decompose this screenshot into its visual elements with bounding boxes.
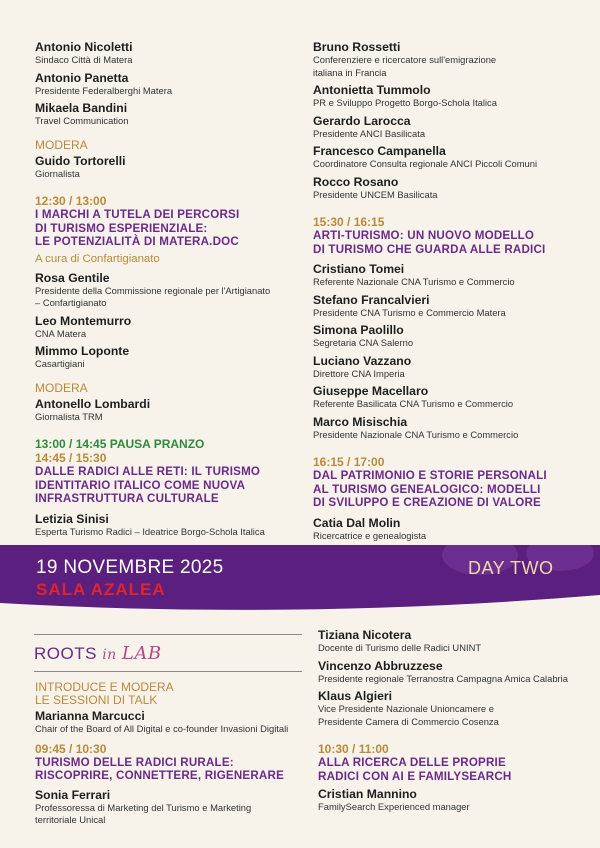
session-title (35, 208, 300, 249)
speaker-role: – Confartigianato (35, 297, 107, 308)
speaker-role: Direttore CNA Imperia (313, 367, 405, 379)
session-title-line: DI TURISMO ESPERIENZIALE: (35, 221, 208, 235)
speaker-role: CNA Matera (35, 327, 87, 339)
speaker-role: Vice Presidente Nazionale Unioncamere e (318, 703, 494, 714)
speaker (35, 512, 300, 539)
speaker-role: Coordinatore Consulta regionale ANCI Piccoli Comuni (313, 158, 538, 169)
speaker-name: Cristiano Tomei (313, 262, 405, 276)
session-title (35, 756, 303, 783)
speaker (313, 40, 578, 79)
session-organizer: A cura di Confartigianato (35, 252, 160, 265)
session-title (313, 469, 578, 510)
divider (34, 634, 302, 635)
session-time: 16:15 / 17:00 (313, 455, 385, 469)
session-title-line: IDENTITARIO ITALICO COME NUOVA (35, 478, 246, 492)
speaker-role: Giornalista (35, 167, 80, 179)
session-title-line: I MARCHI A TUTELA DEI PERCORSI (35, 208, 240, 221)
speaker-role: Docente di Turismo delle Radici UNINT (318, 642, 482, 653)
speaker-role: Referente Nazionale CNA Turismo e Commercio (313, 276, 515, 287)
speaker-role: Casartigiani (35, 358, 85, 369)
session-time: 15:30 / 16:15 (313, 215, 385, 229)
lunch-break: 13:00 / 14:45 PAUSA PRANZO (35, 437, 205, 451)
speaker (313, 354, 578, 381)
logo-roots: ROOTS (34, 644, 97, 663)
session-title-line: ALLA RICERCA DELLE PROPRIE (318, 756, 506, 769)
speaker-role: Conferenziere e ricercatore sull'emigrazione (313, 54, 497, 65)
speaker (313, 114, 578, 141)
speaker-name: Tiziana Nicotera (318, 628, 412, 642)
speaker (313, 516, 578, 543)
speaker-name: Klaus Algieri (318, 689, 393, 703)
speaker-role: Presidente regionale Terranostra Campagna Amica Calabria (318, 672, 568, 684)
speaker-role: Referente Basilicata CNA Turismo e Commercio (313, 398, 514, 409)
speaker-role: territoriale Unical (35, 814, 106, 825)
speaker (318, 787, 588, 814)
modera-label: MODERA (35, 137, 88, 152)
speaker (318, 689, 588, 728)
speaker-name: Antonello Lombardi (35, 396, 151, 411)
session-title-line: INFRASTRUTTURA CULTURALE (35, 492, 219, 505)
speaker (35, 788, 303, 827)
right-top-column (313, 40, 578, 546)
speaker (313, 262, 578, 289)
speaker (35, 40, 300, 67)
speaker-name: Sonia Ferrari (35, 787, 111, 802)
speaker (313, 175, 578, 202)
speaker-role: PR e Sviluppo Progetto Borgo-Schola Italica (313, 97, 497, 108)
speaker-name: Bruno Rossetti (313, 40, 401, 54)
speaker-name: Antonietta Tummolo (313, 83, 431, 97)
speaker-name: Mimmo Loponte (35, 344, 130, 358)
divider (34, 671, 302, 672)
speaker-role: Presidente Nazionale CNA Turismo e Commercio (313, 428, 519, 440)
roots-in-lab-logo (34, 643, 162, 664)
speaker-name: Vincenzo Abbruzzese (318, 658, 443, 673)
speaker-role: FamilySearch Experienced manager (318, 801, 470, 812)
speaker-name: Antonio Panetta (35, 70, 129, 85)
speaker-name: Antonio Nicoletti (35, 40, 133, 54)
logo-in: in (102, 647, 117, 663)
speaker-name: Mikaela Bandini (35, 101, 128, 115)
session-title-line: TURISMO DELLE RADICI RURALE: (35, 755, 234, 769)
session-title-line: ARTI-TURISMO: UN NUOVO MODELLO (313, 229, 535, 242)
speaker-name: Simona Paolillo (313, 323, 404, 337)
speaker (313, 83, 578, 110)
speaker-role: Esperta Turismo Radici – Ideatrice Borgo-Schola Italica (35, 525, 265, 537)
speaker-role: Chair of the Board of All Digital e co-founder Invasioni Digitali (35, 723, 289, 734)
session-title-line: LE POTENZIALITÀ DI MATERA.DOC (35, 235, 239, 248)
speaker (35, 101, 300, 128)
speaker-name: Letizia Sinisi (35, 511, 109, 526)
session-time: 14:45 / 15:30 (35, 451, 107, 465)
session-title (35, 465, 300, 506)
speaker-name: Gerardo Larocca (313, 113, 411, 128)
session-title-line: RADICI CON AI E FAMILYSEARCH (318, 769, 512, 783)
speaker-role: italiana in Francia (313, 66, 387, 78)
session-title-line: DAL PATRIMONIO E STORIE PERSONALI (313, 469, 547, 482)
bottom-right-column (318, 628, 588, 818)
room-name: SALA AZALEA (36, 580, 166, 599)
speaker-name: Leo Montemurro (35, 313, 132, 328)
speaker-name: Guido Tortorelli (35, 153, 126, 168)
modera-label: MODERA (35, 380, 88, 395)
speaker-name: Luciano Vazzano (313, 353, 412, 368)
speaker-role: Presidente UNCEM Basilicata (313, 188, 438, 200)
speaker-name: Francesco Campanella (313, 144, 446, 158)
intro-label (35, 681, 303, 706)
speaker (35, 344, 300, 371)
speaker-role: Presidente ANCI Basilicata (313, 127, 426, 139)
speaker-name: Marco Misischia (313, 414, 408, 429)
speaker (313, 293, 578, 320)
session-title-line: AL TURISMO GENEALOGICO: MODELLI (313, 482, 541, 496)
speaker (35, 314, 300, 341)
event-date: 19 NOVEMBRE 2025 (36, 557, 224, 578)
speaker (318, 628, 588, 655)
speaker-name: Catia Dal Molin (313, 515, 401, 530)
session-title (313, 229, 578, 256)
session-title-line: DI SVILUPPO E CREAZIONE DI VALORE (313, 496, 541, 509)
speaker-role: Presidente Camera di Commercio Cosenza (318, 715, 499, 727)
speaker-role: Ricercatrice e genealogista (313, 529, 427, 541)
speaker-role: Presidente CNA Turismo e Commercio Matera (313, 306, 506, 318)
speaker-role: Presidente Federalberghi Matera (35, 84, 173, 96)
speaker (313, 144, 578, 171)
moderator (35, 397, 300, 424)
session-title-line: RISCOPRIRE, CONNETTERE, RIGENERARE (35, 769, 285, 782)
session-title-line: DALLE RADICI ALLE RETI: IL TURISMO (35, 465, 261, 478)
speaker (313, 384, 578, 411)
speaker-role: Professoressa di Marketing del Turismo e Marketing (35, 801, 252, 813)
speaker (318, 659, 588, 686)
session-time: 12:30 / 13:00 (35, 194, 107, 208)
speaker-name: Rosa Gentile (35, 270, 110, 285)
intro-label-line: LE SESSIONI DI TALK (35, 692, 158, 707)
session-title (318, 756, 588, 783)
speaker-role: Presidente della Commissione regionale per l'Artigianato (35, 284, 271, 296)
day-label: DAY TWO (468, 558, 554, 578)
logo-lab: LAB (121, 643, 162, 664)
speaker (313, 323, 578, 350)
speaker (35, 709, 303, 736)
speaker-role: Segretaria CNA Salerno (313, 337, 414, 348)
session-time: 09:45 / 10:30 (35, 741, 107, 756)
speaker-role: Giornalista TRM (35, 410, 103, 422)
speaker (35, 71, 300, 98)
moderator (35, 154, 300, 181)
speaker-name: Marianna Marcucci (35, 709, 145, 723)
bottom-left-column (35, 681, 303, 831)
speaker-role: Travel Communication (35, 115, 129, 126)
session-time: 10:30 / 11:00 (318, 742, 389, 756)
intro-label-line: INTRODUCE E MODERA (35, 680, 174, 694)
left-top-column (35, 40, 300, 542)
speaker-name: Rocco Rosano (313, 174, 399, 189)
session-title-line: DI TURISMO CHE GUARDA ALLE RADICI (313, 242, 546, 256)
speaker-name: Cristian Mannino (318, 787, 417, 801)
speaker-name: Giuseppe Macellaro (313, 384, 429, 398)
speaker-role: Sindaco Città di Matera (35, 54, 133, 65)
speaker (35, 271, 300, 310)
speaker-name: Stefano Francalvieri (313, 292, 430, 307)
speaker (313, 415, 578, 442)
